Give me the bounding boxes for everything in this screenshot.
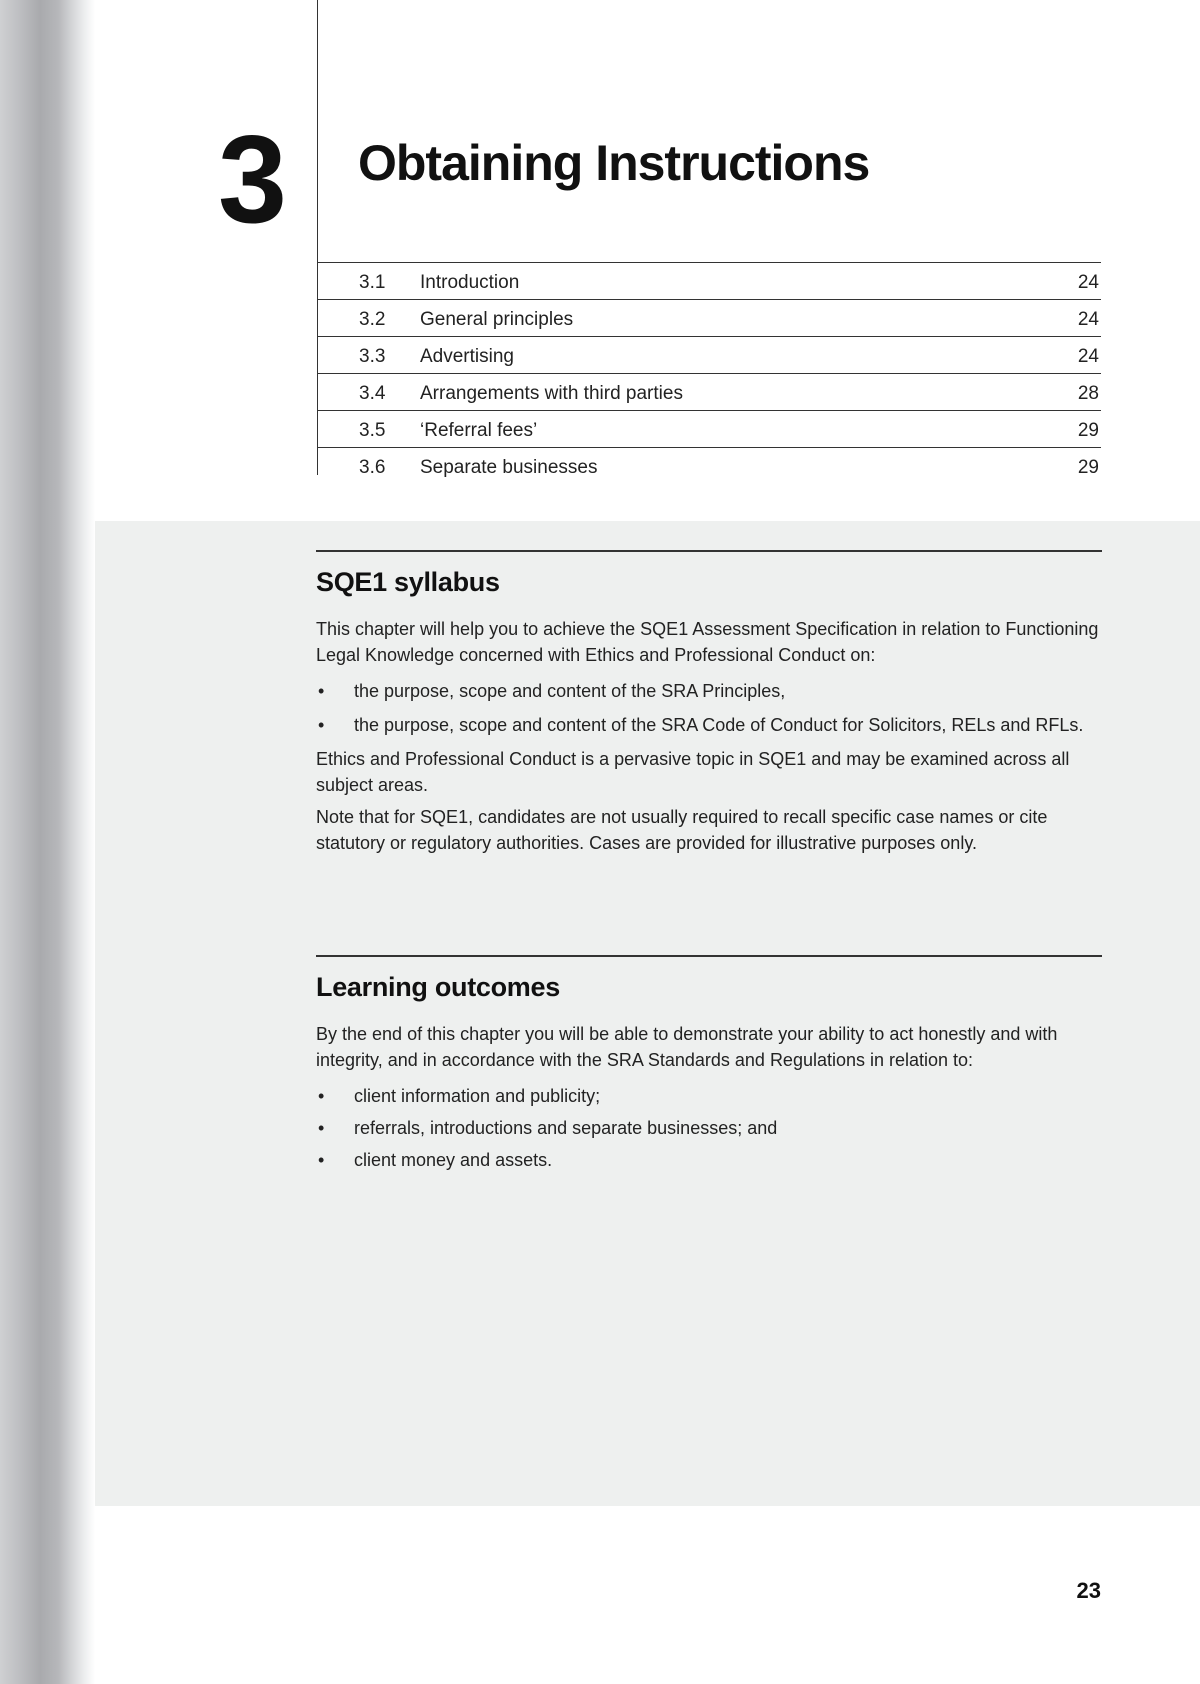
bullet-glyph: • bbox=[318, 680, 325, 701]
toc-row bbox=[317, 262, 1101, 299]
bullet-glyph: • bbox=[318, 1085, 325, 1106]
list-item-text: the purpose, scope and content of the SRA Code of Conduct for Solicitors, RELs and RFLs. bbox=[354, 714, 1084, 735]
list-item bbox=[316, 1147, 1102, 1173]
list-item bbox=[316, 678, 1102, 704]
list-item bbox=[316, 712, 1102, 738]
bullet-glyph: • bbox=[318, 1117, 325, 1138]
toc-row bbox=[317, 336, 1101, 373]
list-item-text: referrals, introductions and separate businesses; and bbox=[354, 1117, 778, 1138]
page-number: 23 bbox=[1076, 1578, 1101, 1603]
toc-section-title: Separate businesses bbox=[420, 457, 598, 478]
toc-page-number: 24 bbox=[1077, 309, 1099, 330]
chapter-title: Obtaining Instructions bbox=[358, 135, 870, 191]
syllabus-paragraph: Ethics and Professional Conduct is a pervasive topic in SQE1 and may be examined across all subject areas. bbox=[316, 748, 1070, 795]
syllabus-note: Note that for SQE1, candidates are not usually required to recall specific case names or cite statutory or regulatory authorities. Cases are provided for illustrative purposes only. bbox=[316, 806, 1048, 853]
chapter-contents bbox=[317, 262, 1101, 484]
toc-page-number: 29 bbox=[1077, 457, 1099, 478]
toc-section-number: 3.6 bbox=[359, 457, 386, 478]
learning-outcomes-heading: Learning outcomes bbox=[316, 971, 560, 1002]
list-item bbox=[316, 1115, 1102, 1141]
syllabus-heading: SQE1 syllabus bbox=[316, 566, 500, 597]
toc-section-title: Advertising bbox=[420, 346, 514, 367]
toc-page-number: 24 bbox=[1077, 272, 1099, 293]
bullet-glyph: • bbox=[318, 1149, 325, 1170]
toc-section-title: Introduction bbox=[420, 272, 520, 293]
toc-section-title: General principles bbox=[420, 309, 574, 330]
syllabus-list bbox=[316, 678, 1102, 738]
book-spine-shadow bbox=[0, 0, 95, 1684]
toc-row bbox=[317, 299, 1101, 336]
toc-section-number: 3.4 bbox=[359, 383, 386, 404]
syllabus-intro: This chapter will help you to achieve the SQE1 Assessment Specification in relation to Functioning Legal Knowledge concerned with Ethics and Professional Conduct on: bbox=[316, 618, 1099, 665]
toc-page-number: 24 bbox=[1077, 346, 1099, 367]
toc-section-title: Arrangements with third parties bbox=[420, 383, 683, 404]
learning-outcomes-list bbox=[316, 1083, 1102, 1173]
learning-outcomes-intro: By the end of this chapter you will be able to demonstrate your ability to act honestly and with integrity, and in accordance with the SRA Standards and Regulations in relation to: bbox=[316, 1023, 1058, 1070]
chapter-number: 3 bbox=[218, 111, 283, 249]
toc-section-number: 3.2 bbox=[359, 309, 386, 330]
toc-row bbox=[317, 447, 1101, 484]
toc-section-number: 3.1 bbox=[359, 272, 386, 293]
syllabus-section bbox=[316, 550, 1102, 856]
learning-outcomes-section bbox=[316, 955, 1102, 1173]
toc-section-title: ‘Referral fees’ bbox=[420, 420, 538, 441]
toc-row bbox=[317, 410, 1101, 447]
section-rule bbox=[316, 955, 1102, 957]
toc-row bbox=[317, 373, 1101, 410]
bullet-glyph: • bbox=[318, 714, 325, 735]
list-item bbox=[316, 1083, 1102, 1109]
toc-page-number: 29 bbox=[1077, 420, 1099, 441]
list-item-text: client information and publicity; bbox=[354, 1085, 601, 1106]
toc-section-number: 3.3 bbox=[359, 346, 386, 367]
section-rule bbox=[316, 550, 1102, 552]
list-item-text: client money and assets. bbox=[354, 1149, 553, 1170]
list-item-text: the purpose, scope and content of the SRA Principles, bbox=[354, 680, 786, 701]
toc-page-number: 28 bbox=[1077, 383, 1099, 404]
toc-section-number: 3.5 bbox=[359, 420, 386, 441]
